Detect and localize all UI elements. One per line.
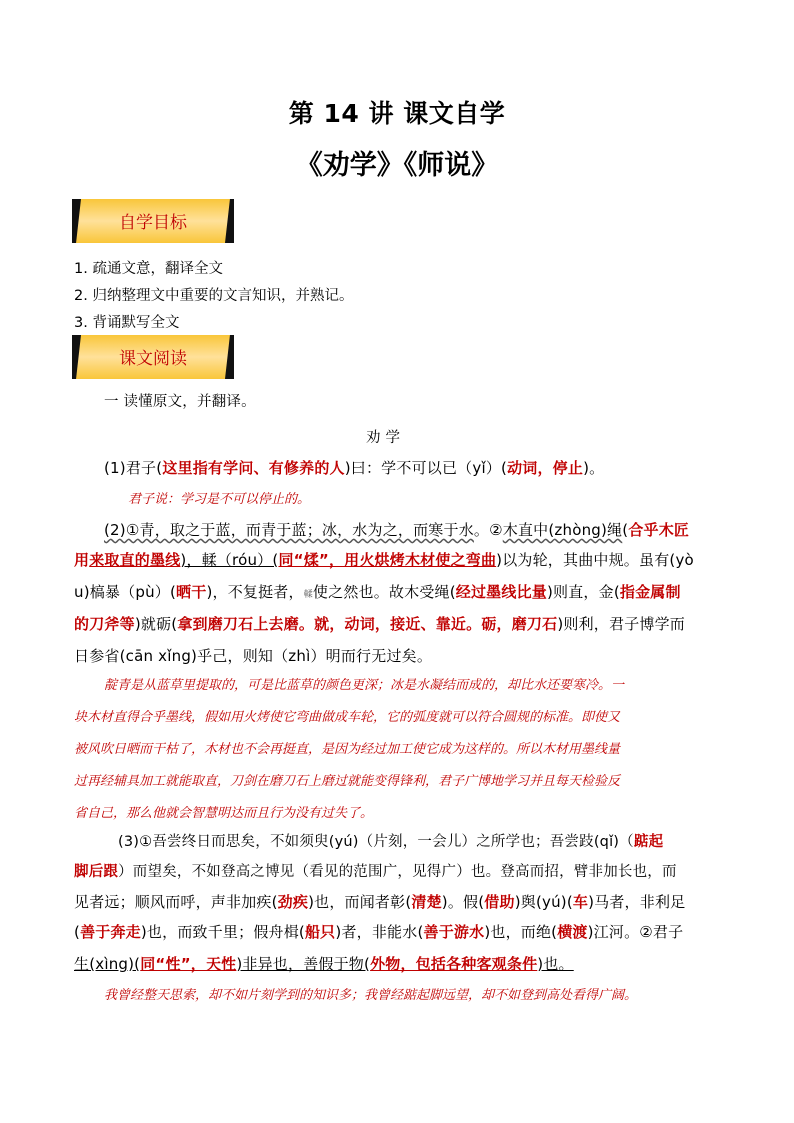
- paragraph-1: (1)君子(这里指有学问、有修养的人)曰：学不可以已（yǐ）(动词，停止)。: [104, 459, 605, 477]
- paragraph-2-line-4: 的刀斧等)就砺(拿到磨刀石上去磨。就，动词，接近、靠近。砺，磨刀石)则利，君子博学而: [74, 615, 685, 633]
- paragraph-1-translation: 君子说：学习是不可以停止的。: [128, 492, 311, 507]
- paragraph-2-line-3: u)槁暴（pù）(晒干)，不复挺者，輮使之然也。故木受绳(经过墨线比量)则直，金(指金属制: [74, 583, 681, 601]
- lesson-subtitle: 《劝学》《师说》: [295, 150, 499, 181]
- section-intro: 一 读懂原文，并翻译。: [104, 394, 256, 410]
- paragraph-2-translation-line-3: 被风吹日晒而干枯了，木材也不会再挺直，是因为经过加工使它成为这样的。所以木材用墨线量: [74, 742, 621, 757]
- goal-banner-label: 自学目标: [119, 213, 187, 233]
- paragraph-3-translation: 我曾经整天思索，却不如片刻学到的知识多；我曾经踮起脚远望，却不如登到高处看得广阔。: [104, 988, 638, 1003]
- lesson-title: 第 14 讲 课文自学: [288, 99, 506, 128]
- reading-banner: [72, 335, 234, 379]
- paragraph-2-line-5: 日参省(cān xǐng)乎己，则知（zhì）明而行无过矣。: [74, 647, 433, 665]
- goal-item-2: 2. 归纳整理文中重要的文言知识，并熟记。: [74, 288, 354, 304]
- paragraph-3-line-3: 见者远；顺风而呼，声非加疾(劲疾)也，而闻者彰(清楚)。假(借助)舆(yú)(车)马者，非利足: [74, 893, 686, 911]
- paragraph-2-line-1: (2)①青，取之于蓝，而青于蓝；冰，水为之，而寒于水。②木直中(zhòng)绳(合乎木匠: [104, 521, 690, 539]
- essay-title: 劝 学: [366, 430, 401, 446]
- paragraph-2-translation-line-2: 块木材直得合乎墨线，假如用火烤使它弯曲做成车轮，它的弧度就可以符合圆规的标准。即使又: [74, 710, 621, 725]
- reading-banner-label: 课文阅读: [119, 349, 187, 369]
- paragraph-2-translation-line-1: 靛青是从蓝草里提取的，可是比蓝草的颜色更深；冰是水凝结而成的，却比水还要寒冷。一: [104, 678, 625, 693]
- paragraph-2-translation-line-5: 省自己，那么他就会智慧明达而且行为没有过失了。: [74, 806, 374, 821]
- paragraph-2-translation-line-4: 过再经辅具加工就能取直，刀剑在磨刀石上磨过就能变得锋利，君子广博地学习并且每天检验反: [74, 774, 621, 789]
- goal-banner: [72, 199, 234, 243]
- paragraph-3-line-4: (善于奔走)也，而致千里；假舟楫(船只)者，非能水(善于游水)也，而绝(横渡)江河。②君子: [74, 923, 684, 941]
- paragraph-3-line-1: (3)①吾尝终日而思矣，不如须臾(yú)（片刻，一会儿）之所学也；吾尝跂(qǐ)（踮起: [118, 834, 664, 850]
- goal-item-3: 3. 背诵默写全文: [74, 315, 180, 331]
- paragraph-2-line-2: 用来取直的墨线)，輮（róu）(同“煣”，用火烘烤木材使之弯曲)以为轮，其曲中规。虽有(yò: [74, 551, 694, 569]
- goal-item-1: 1. 疏通文意，翻译全文: [74, 261, 223, 277]
- paragraph-3-line-5: 生(xìng)(同“性”，天性)非异也，善假于物(外物，包括各种客观条件)也。: [74, 955, 574, 973]
- paragraph-3-line-2: 脚后跟）而望矣，不如登高之博见（看见的范围广，见得广）也。登高而招，臂非加长也，而: [74, 864, 677, 880]
